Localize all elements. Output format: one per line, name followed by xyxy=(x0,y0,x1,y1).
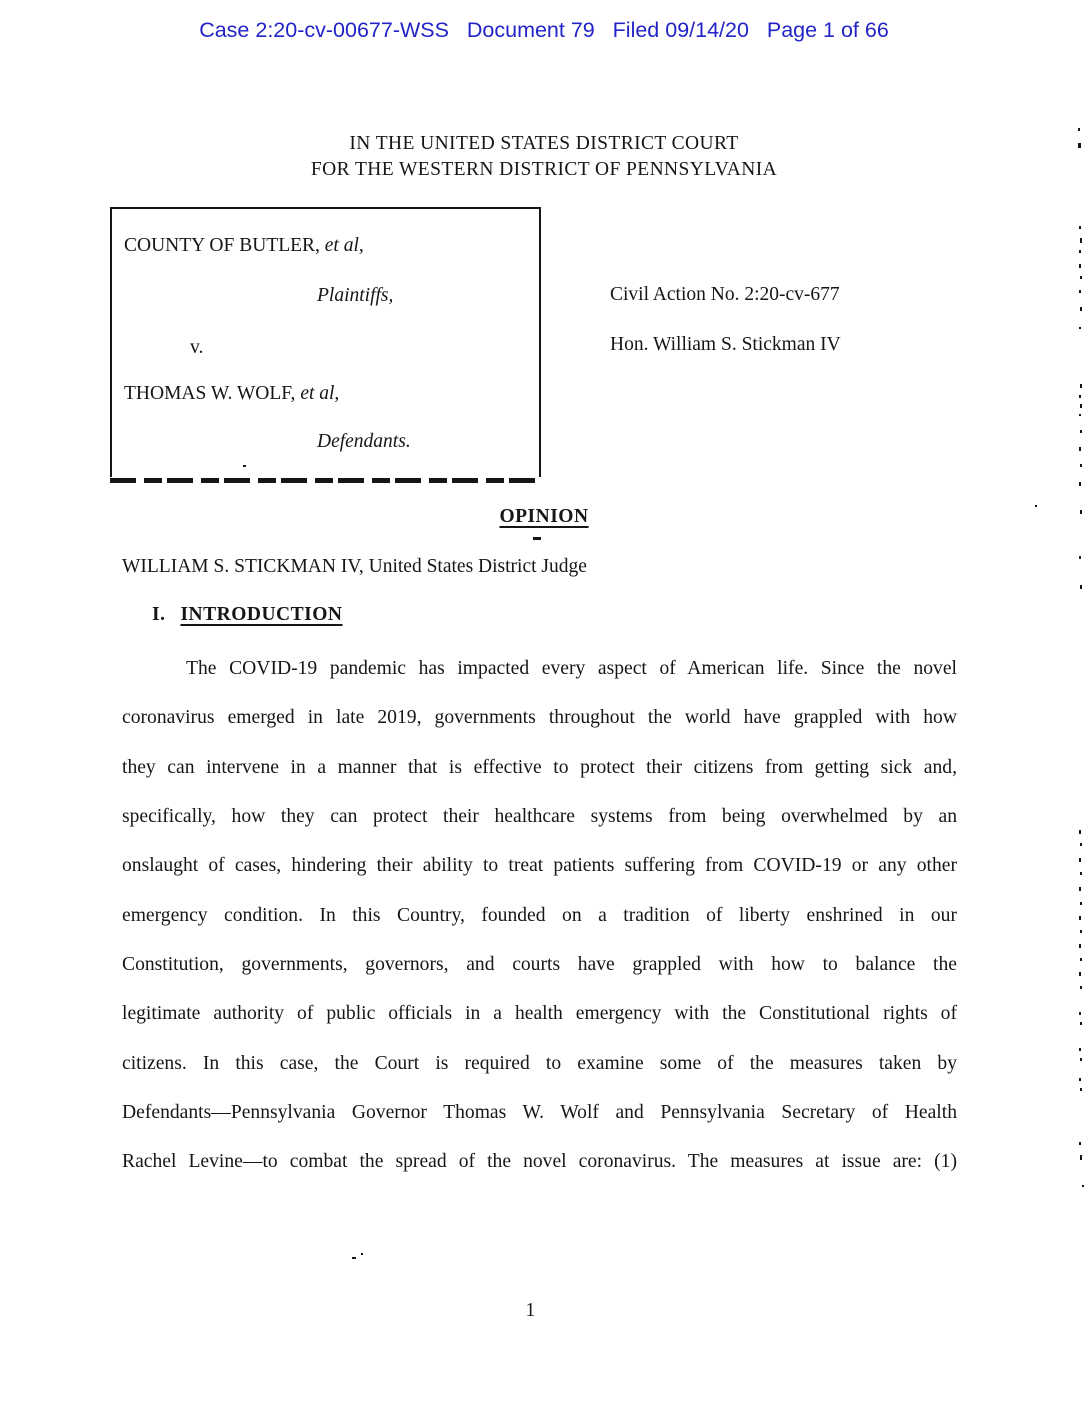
scan-speck xyxy=(533,537,541,540)
paragraph-line: specifically, how they can protect their healthcare systems from being overwhelmed by an xyxy=(122,806,957,828)
court-title xyxy=(0,131,1088,183)
paragraph-line: The COVID-19 pandemic has impacted every aspect of American life. Since the novel xyxy=(186,658,957,679)
defendant-etal: et al, xyxy=(295,383,340,404)
paragraph-line: onslaught of cases, hindering their ability to treat patients suffering from COVID-19 or any other xyxy=(122,855,957,877)
scan-speck xyxy=(1078,128,1080,131)
presiding-judge: Hon. William S. Stickman IV xyxy=(610,334,841,355)
scan-speck xyxy=(1079,226,1081,229)
scan-speck xyxy=(1080,464,1082,467)
scan-speck xyxy=(1080,510,1082,514)
page-number: 1 xyxy=(525,1300,536,1321)
scan-speck xyxy=(1079,972,1081,976)
scan-speck xyxy=(1079,482,1081,486)
paragraph-line: Constitution, governments, governors, and courts have grappled with how to balance the xyxy=(122,954,957,976)
paragraph-line: Rachel Levine—to combat the spread of the novel coronavirus. The measures at issue are: (1) xyxy=(122,1151,957,1173)
scan-speck xyxy=(1080,1088,1082,1091)
scan-speck xyxy=(1082,1185,1084,1187)
scan-speck xyxy=(1079,395,1081,398)
court-title-line2: FOR THE WESTERN DISTRICT OF PENNSYLVANIA xyxy=(310,159,778,180)
caption-box-bottom-rule xyxy=(110,478,541,483)
scan-speck xyxy=(1080,872,1082,875)
plaintiffs-label: Plaintiffs, xyxy=(317,285,394,306)
scan-speck xyxy=(1079,1048,1081,1051)
court-title-line1: IN THE UNITED STATES DISTRICT COURT xyxy=(349,133,739,154)
scan-speck xyxy=(1079,1142,1081,1145)
scan-speck xyxy=(1079,264,1081,268)
scan-speck xyxy=(1079,830,1081,834)
scan-speck xyxy=(1080,276,1082,279)
versus-label: v. xyxy=(190,337,204,358)
paragraph-line: Defendants—Pennsylvania Governor Thomas W. Wolf and Pennsylvania Secretary of Health xyxy=(122,1102,957,1124)
plaintiff-etal: et al, xyxy=(319,235,364,256)
scan-speck xyxy=(1079,916,1081,920)
scan-speck xyxy=(1080,238,1082,243)
scan-speck xyxy=(361,1253,363,1255)
scan-speck xyxy=(1080,1022,1082,1025)
ecf-header-stamp: Case 2:20-cv-00677-WSS Document 79 Filed 09/14/20 Page 1 of 66 xyxy=(199,18,889,42)
scan-speck xyxy=(352,1257,356,1259)
scan-speck xyxy=(1078,143,1081,148)
scan-speck xyxy=(1079,1012,1081,1015)
scan-speck xyxy=(1079,944,1081,948)
scan-speck xyxy=(1080,1155,1082,1160)
scan-speck xyxy=(243,465,246,467)
paragraph-line: coronavirus emerged in late 2019, governments throughout the world have grappled with how xyxy=(122,707,957,729)
scan-speck xyxy=(1079,250,1081,253)
plaintiff-line xyxy=(124,235,364,257)
defendants-label: Defendants. xyxy=(317,431,411,452)
section-number: I. xyxy=(152,604,166,625)
section-title: INTRODUCTION xyxy=(180,604,343,625)
scan-speck xyxy=(1080,986,1082,989)
paragraph-line: they can intervene in a manner that is effective to protect their citizens from getting sick and, xyxy=(122,756,957,778)
scan-speck xyxy=(1080,585,1082,589)
paragraph-line: citizens. In this case, the Court is required to examine some of the measures taken by xyxy=(122,1052,957,1074)
plaintiff-name: COUNTY OF BUTLER, xyxy=(124,235,320,256)
scan-speck xyxy=(1080,307,1082,311)
opinion-heading-text: OPINION xyxy=(499,506,589,527)
scan-speck xyxy=(1079,1078,1081,1081)
scan-speck xyxy=(1080,404,1082,408)
scan-speck xyxy=(1080,930,1082,933)
judge-signature-line: WILLIAM S. STICKMAN IV, United States District Judge xyxy=(122,556,587,577)
scan-speck xyxy=(1079,327,1081,329)
defendant-name: THOMAS W. WOLF, xyxy=(124,383,296,404)
scan-speck xyxy=(1079,414,1081,416)
scan-speck xyxy=(1080,902,1082,905)
scan-speck xyxy=(1079,556,1081,559)
introduction-paragraph xyxy=(122,644,957,1187)
defendant-line xyxy=(124,383,339,405)
scan-speck xyxy=(1079,887,1081,891)
scan-speck xyxy=(1079,858,1081,862)
scan-speck xyxy=(1079,290,1081,293)
scan-speck xyxy=(1080,843,1082,846)
scan-speck xyxy=(1035,505,1037,507)
case-caption-box xyxy=(110,207,541,477)
scan-speck xyxy=(1080,958,1082,961)
opinion-heading xyxy=(0,506,1088,528)
civil-action-number: Civil Action No. 2:20-cv-677 xyxy=(610,284,840,305)
scan-speck xyxy=(1080,384,1082,388)
section-heading-introduction xyxy=(152,604,343,626)
paragraph-line: emergency condition. In this Country, founded on a tradition of liberty enshrined in our xyxy=(122,904,957,926)
scan-speck xyxy=(1080,1058,1082,1061)
scan-speck xyxy=(1079,447,1081,451)
paragraph-line: legitimate authority of public officials in a health emergency with the Constitutional rights of xyxy=(122,1003,957,1025)
scan-speck xyxy=(1080,430,1082,433)
